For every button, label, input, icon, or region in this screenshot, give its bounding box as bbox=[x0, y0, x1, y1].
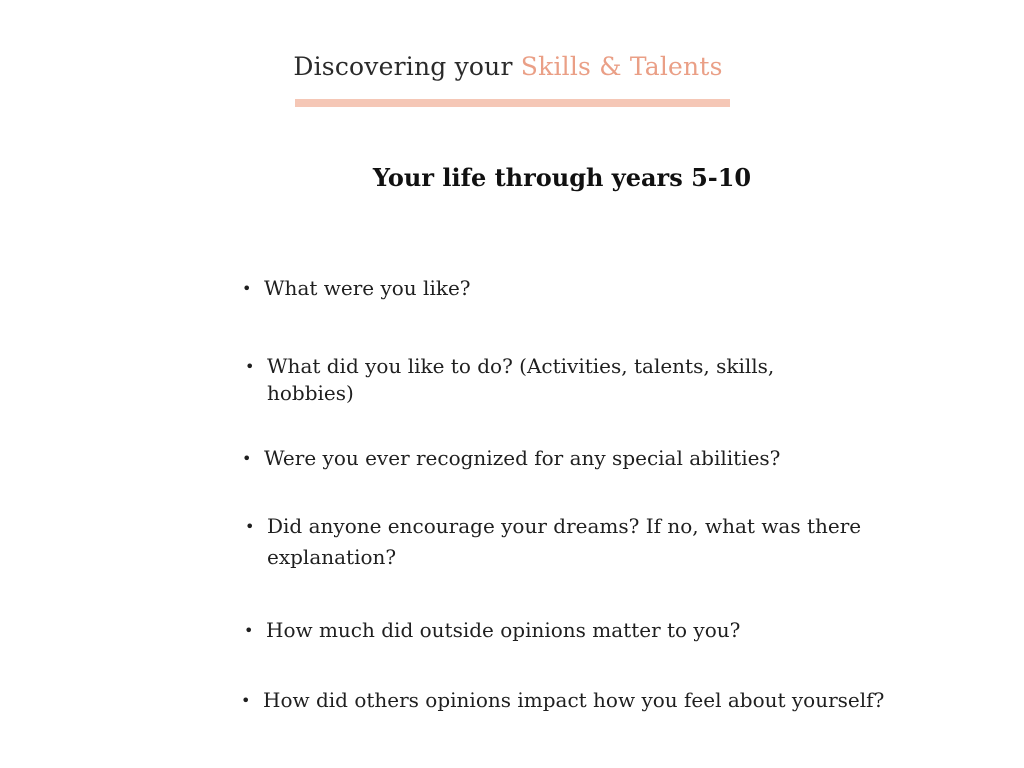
bullet-dot-icon: • bbox=[244, 621, 254, 640]
question-text: How much did outside opinions matter to you? bbox=[266, 618, 741, 642]
page-title-prefix: Discovering your bbox=[293, 52, 521, 81]
question-text-continued: hobbies) bbox=[267, 381, 354, 405]
section-subtitle: Your life through years 5-10 bbox=[372, 163, 752, 192]
title-underline-bar bbox=[295, 99, 730, 107]
question-text: Did anyone encourage your dreams? If no, what was there bbox=[267, 514, 862, 538]
question-text: What did you like to do? (Activities, talents, skills, bbox=[267, 354, 775, 378]
bullet-dot-icon: • bbox=[245, 517, 255, 536]
question-text-continued: explanation? bbox=[267, 545, 397, 569]
page-title bbox=[0, 52, 1016, 81]
bullet-dot-icon: • bbox=[242, 279, 252, 298]
bullet-dot-icon: • bbox=[245, 357, 255, 376]
question-text: Were you ever recognized for any special abilities? bbox=[264, 446, 781, 470]
bullet-dot-icon: • bbox=[242, 449, 252, 468]
question-text: What were you like? bbox=[264, 276, 471, 300]
question-text: How did others opinions impact how you feel about yourself? bbox=[263, 688, 885, 712]
bullet-dot-icon: • bbox=[241, 691, 251, 710]
page-title-accent: Skills & Talents bbox=[520, 52, 723, 81]
